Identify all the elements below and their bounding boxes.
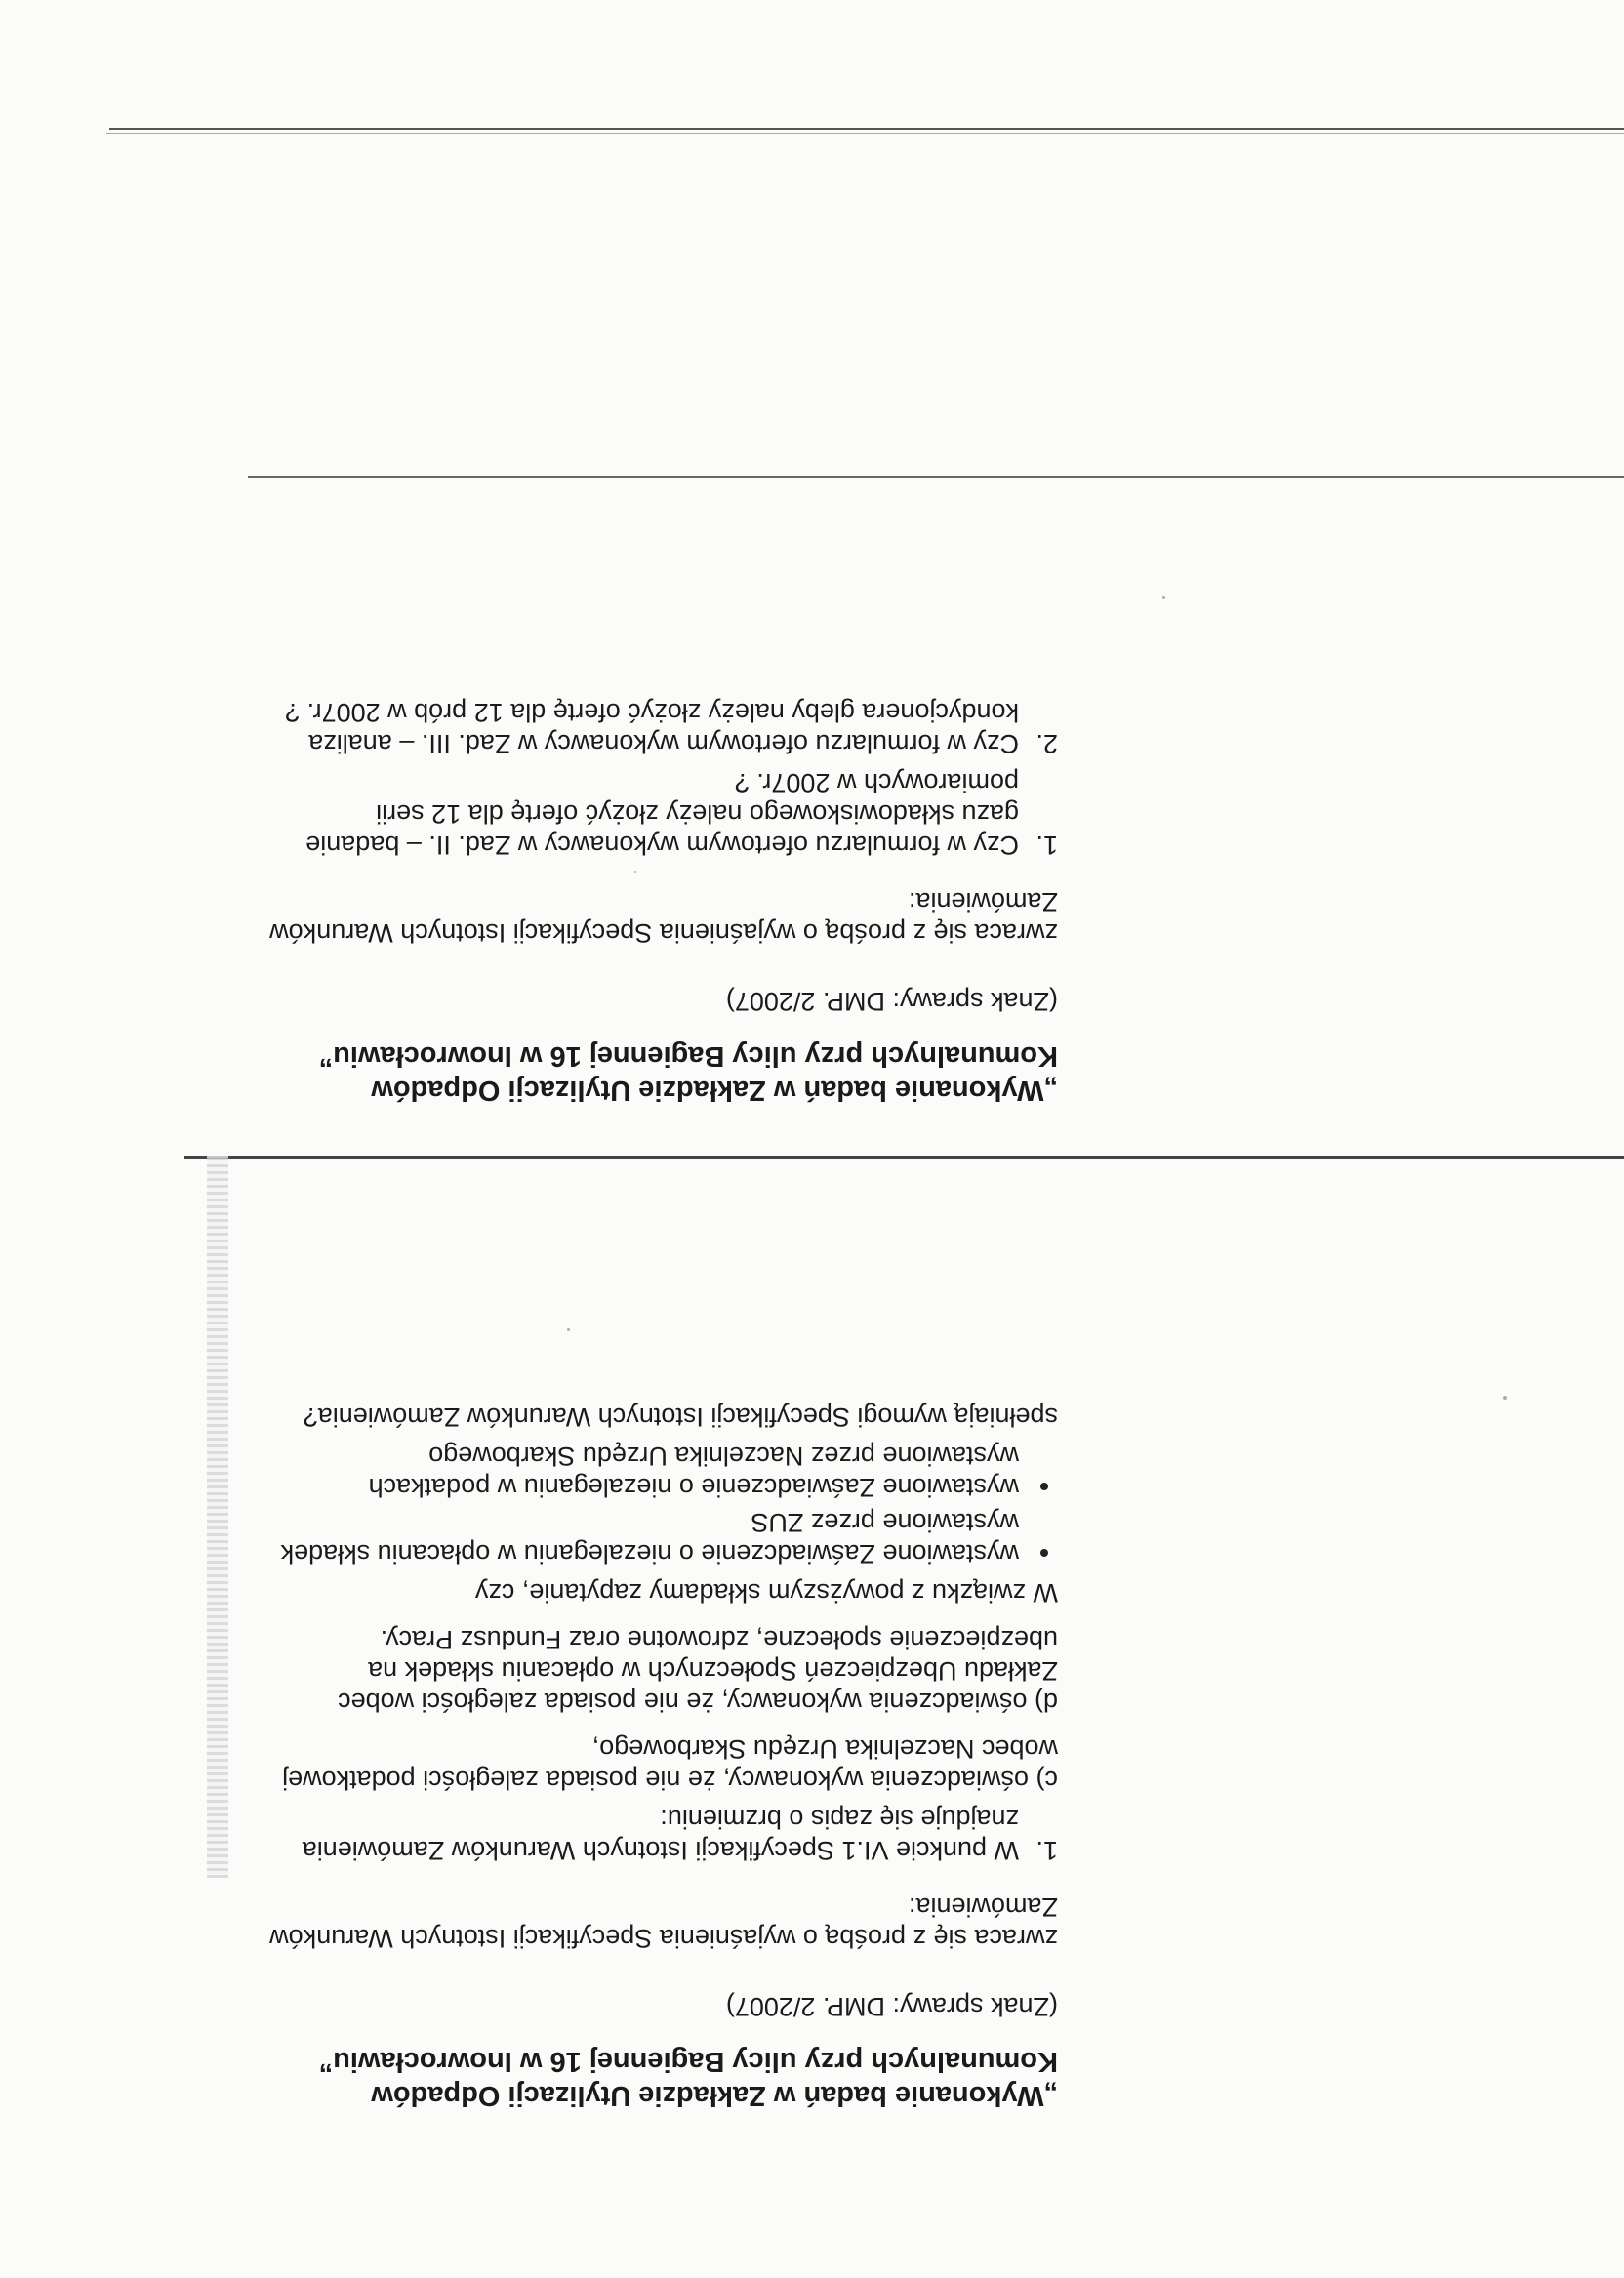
item-line: d) oświadczenia wykonawcy, że nie posiada zaległości wobec xyxy=(338,1688,1058,1717)
document-title xyxy=(82,2044,1058,2112)
bullet-line: wystawione Zaświadczenie o niezaleganiu w podatkach xyxy=(368,1473,1019,1502)
item-line: wobec Naczelnika Urzędu Skarbowego, xyxy=(591,1734,1058,1764)
item-line: Zakładu Ubezpieczeń Społecznych w opłacaniu składek na xyxy=(368,1656,1058,1686)
question-line: W punkcie VI.1 Specyfikacji Istotnych Warunków Zamówienia xyxy=(302,1836,1019,1865)
title-line: Komunalnych przy ulicy Bagiennej 16 w Inowrocławiu” xyxy=(318,2046,1058,2077)
separator-line xyxy=(248,476,1624,478)
question-item xyxy=(82,697,1058,759)
request-paragraph xyxy=(82,886,1058,949)
question-number: 2. xyxy=(1035,729,1058,758)
question-line: Czy w formularzu ofertowym wykonawcy w Zad. III. – analiza xyxy=(308,729,1019,758)
quoted-item-d xyxy=(82,1624,1058,1718)
question-number: 1. xyxy=(1035,831,1058,860)
bullet-line: wystawione przez Naczelnika Urzędu Skarbowego xyxy=(428,1442,1019,1471)
question-line: znajduje się zapis o brzmieniu: xyxy=(660,1805,1019,1834)
scan-speck xyxy=(634,871,636,873)
case-reference: (Znak sprawy: DMP. 2/2007) xyxy=(725,1992,1058,2021)
question-list xyxy=(82,1804,1058,1866)
bullet-icon xyxy=(1040,1483,1048,1490)
request-line: zwraca się z prośbą o wyjaśnienia Specyfikacji Istotnych Warunków xyxy=(269,1924,1058,1953)
bullet-item xyxy=(82,1441,1058,1503)
bullet-icon xyxy=(1040,1549,1048,1557)
letter-block-measurement-query xyxy=(82,689,1058,1107)
question-number: 1. xyxy=(1035,1836,1058,1865)
quoted-item-c xyxy=(82,1733,1058,1796)
question-item xyxy=(82,1804,1058,1866)
edge-line xyxy=(106,133,1624,134)
scan-speck xyxy=(567,1328,570,1331)
letter-block-disclosure-query xyxy=(82,1386,1058,2112)
question-line: kondycjonera gleby należy złożyć ofertę dla 12 prób w 2007r. ? xyxy=(285,698,1019,727)
request-line: Zamówienia: xyxy=(908,1892,1058,1922)
closing-question: spełniają wymogi Specyfikacji Istotnych Warunków Zamówienia? xyxy=(303,1403,1058,1432)
request-line: Zamówienia: xyxy=(908,887,1058,916)
separator-line xyxy=(184,1156,1624,1159)
edge-line xyxy=(109,128,1624,130)
scan-streak xyxy=(207,1156,228,1878)
request-paragraph xyxy=(82,1892,1058,1954)
request-line: zwraca się z prośbą o wyjaśnienia Specyfikacji Istotnych Warunków xyxy=(269,918,1058,948)
question-list xyxy=(82,697,1058,861)
scan-speck xyxy=(1162,596,1165,599)
bullet-line: wystawione przez ZUS xyxy=(751,1508,1019,1537)
title-line: „Wykonanie badań w Zakładzie Utylizacji Odpadów xyxy=(371,1075,1058,1106)
bullet-item xyxy=(82,1507,1058,1569)
title-line: Komunalnych przy ulicy Bagiennej 16 w Inowrocławiu” xyxy=(318,1040,1058,1072)
case-reference: (Znak sprawy: DMP. 2/2007) xyxy=(725,987,1058,1016)
question-line: gazu składowiskowego należy złożyć ofertę dla 12 serii xyxy=(376,799,1019,829)
question-line: pomiarowych w 2007r. ? xyxy=(734,768,1019,797)
document-title xyxy=(82,1038,1058,1107)
title-line: „Wykonanie badań w Zakładzie Utylizacji Odpadów xyxy=(371,2080,1058,2111)
item-line: ubezpieczenie społeczne, zdrowotne oraz Fundusz Pracy. xyxy=(380,1625,1058,1654)
scan-speck xyxy=(1503,1396,1507,1400)
question-intro: W związku z powyższym składamy zapytanie, czy xyxy=(474,1578,1058,1607)
question-item xyxy=(82,767,1058,861)
bullet-list xyxy=(82,1441,1058,1569)
question-line: Czy w formularzu ofertowym wykonawcy w Zad. II. – badanie xyxy=(305,831,1019,860)
item-line: c) oświadczenia wykonawcy, że nie posiada zaległości podatkowej xyxy=(282,1766,1058,1795)
bullet-line: wystawione Zaświadczenie o niezaleganiu w opłacaniu składek xyxy=(280,1539,1019,1568)
